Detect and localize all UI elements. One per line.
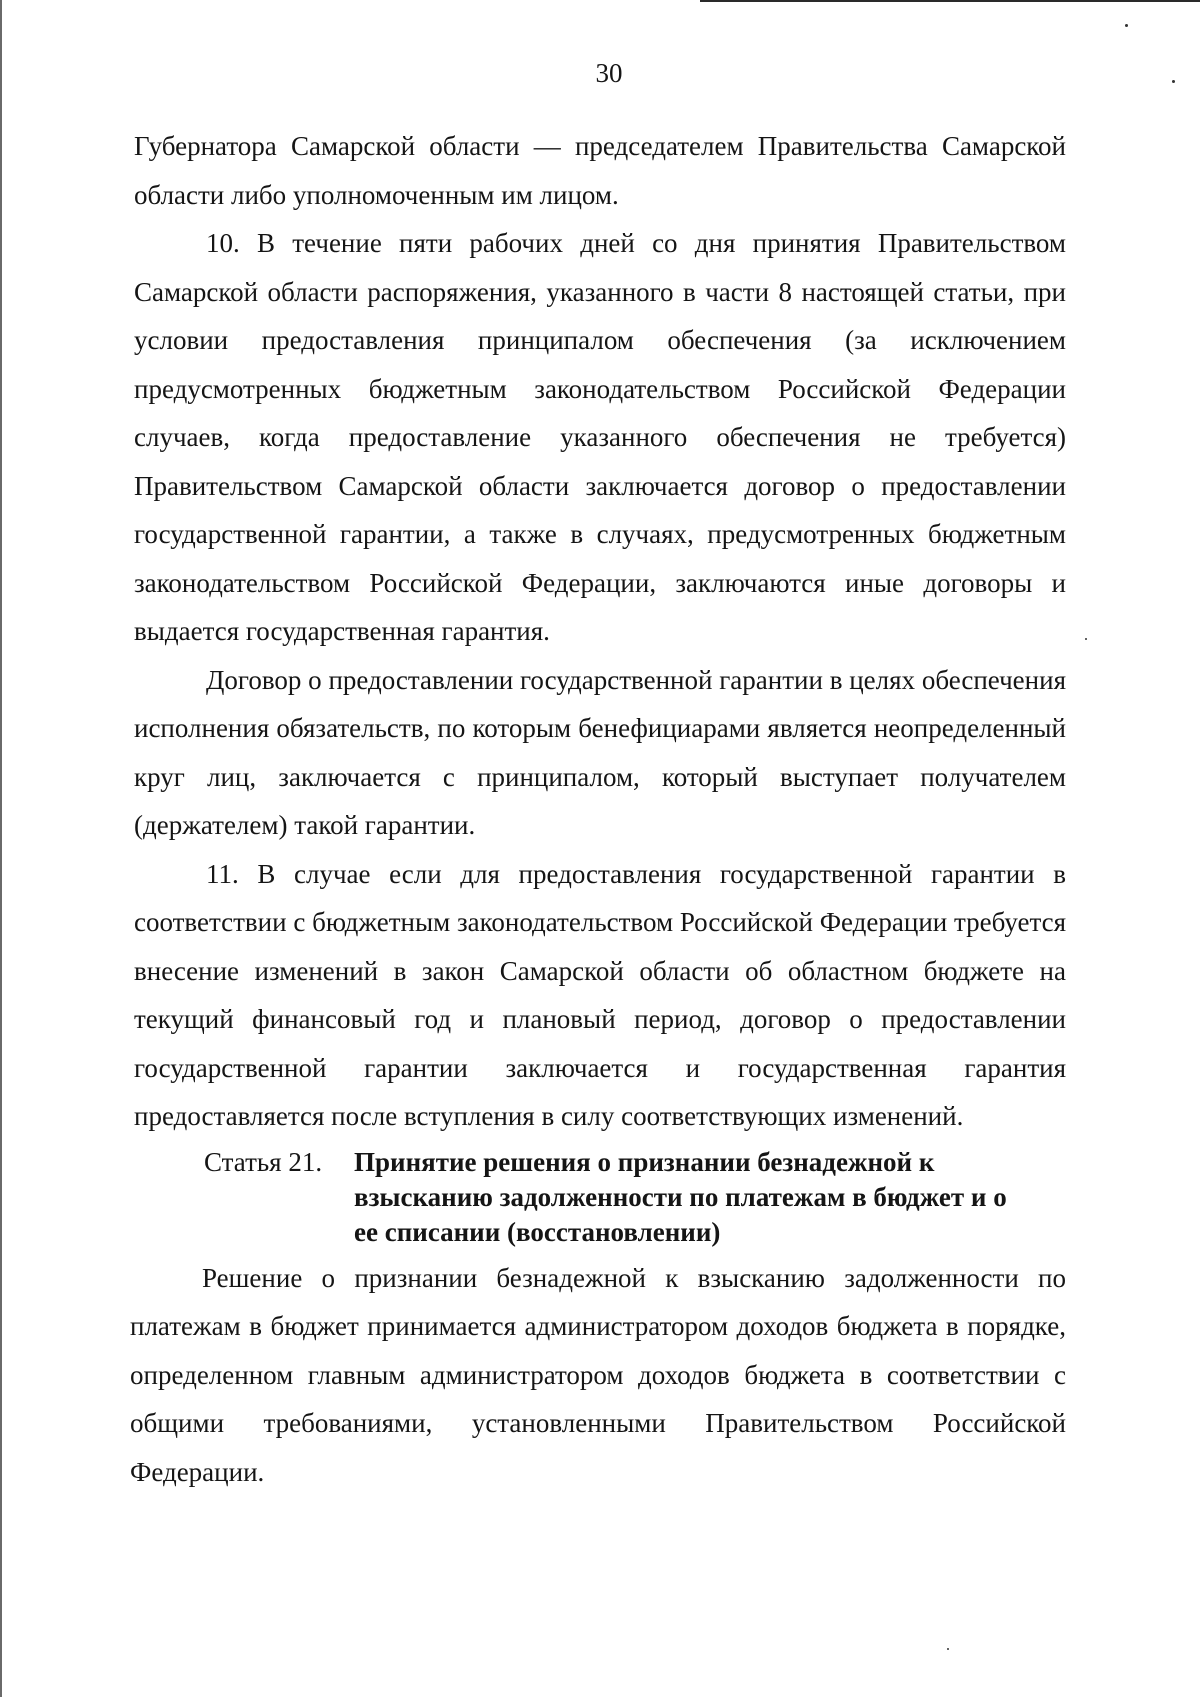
page-number: 30	[595, 58, 623, 88]
paragraph-guarantee-contract: Договор о предоставлении государственной гарантии в целях обеспечения исполнения обязательств, по которым бенефициарами является неопределенный круг лиц, заключается с принципалом, который выступает получателем (держателем) такой гарантии.	[134, 664, 1066, 840]
document-body	[130, 122, 1066, 1496]
paragraph-continuation: Губернатора Самарской области — председателем Правительства Самарской области либо уполномоченным им лицом.	[134, 131, 1066, 210]
article-label: Статья 21.	[204, 1146, 323, 1177]
article-heading	[130, 1141, 1066, 1254]
paragraph-item-10: 10. В течение пяти рабочих дней со дня принятия Правительством Самарской области распоряжения, указанного в части 8 настоящей статьи, при условии предоставления принципалом обеспечения (за исключением предусмотренных бюджетным законодательством Российской Федерации случаев, когда предоставление указанного обеспечения не требуется) Правительством Самарской области заключается договор о предоставлении государственной гарантии, а также в случаях, предусмотренных бюджетным законодательством Российской Федерации, заключаются иные договоры и выдается государственная гарантия.	[134, 228, 1066, 646]
paragraph-article-21: Решение о признании безнадежной к взысканию задолженности по платежам в бюджет принимается администратором доходов бюджета в порядке, определенном главным администратором доходов бюджета в соответствии с общими требованиями, установленными Правительством Российской Федерации.	[130, 1262, 1066, 1487]
scan-speck	[947, 1648, 949, 1650]
scan-left-edge	[0, 0, 2, 1697]
scan-top-rule	[700, 0, 1200, 2]
scan-speck	[1085, 638, 1087, 640]
paragraph-item-11: 11. В случае если для предоставления государственной гарантии в соответствии с бюджетным законодательством Российской Федерации требуется внесение изменений в закон Самарской области об областном бюджете на текущий финансовый год и плановый период, договор о предоставлении государственной гарантии заключается и государственная гарантия предоставляется после вступления в силу соответствующих изменений.	[134, 858, 1066, 1131]
scan-speck	[1125, 24, 1128, 27]
article-title: Принятие решения о признании безнадежной к взысканию задолженности по платежам в бюджет и о ее списании (восстановлении)	[354, 1146, 1007, 1247]
